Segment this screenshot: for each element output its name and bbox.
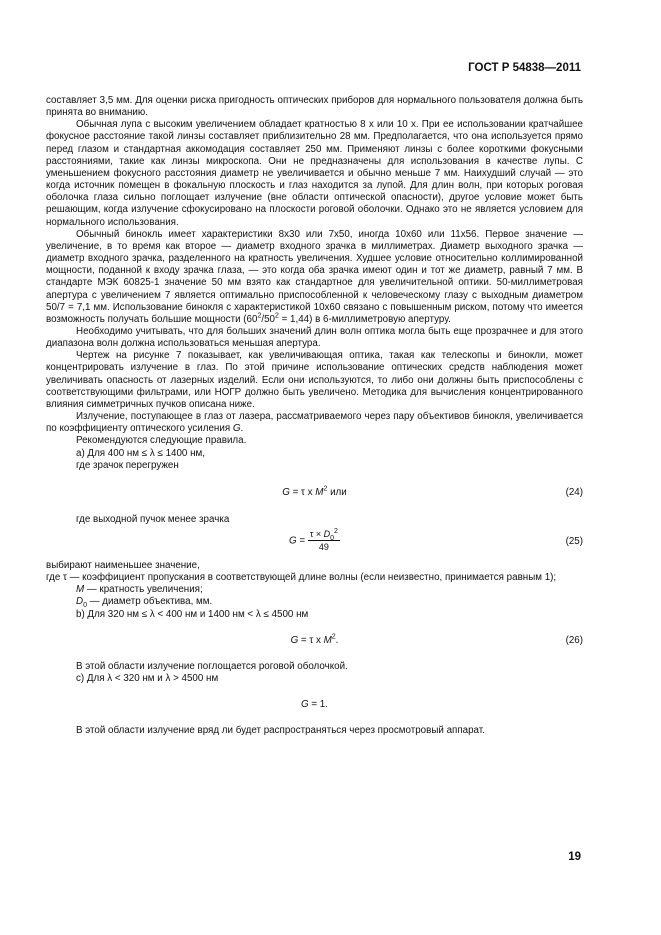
definition: M — кратность увеличения; — [76, 584, 203, 596]
equation-number: (24) — [565, 486, 583, 498]
paragraph: где выходной пучок менее зрачка — [76, 513, 230, 525]
equation-number: (26) — [565, 634, 583, 646]
paragraph: выбирают наименьшее значение, — [46, 560, 200, 571]
paragraph: В этой области излучение вряд ли будет распространяться через просмотровый аппарат. — [76, 725, 485, 737]
document-code-header: ГОСТ Р 54838—2011 — [468, 62, 581, 74]
equation-number: (25) — [565, 536, 583, 547]
paragraph: составляет 3,5 мм. Для оценки риска пригодность оптических приборов для нормального пользователя должна быть принята во вниманию. — [46, 95, 583, 119]
definition: $D_0$ — диаметр объектива, мм. — [76, 596, 213, 610]
page-number: 19 — [568, 851, 581, 863]
paragraph: Обычный бинокль имеет характеристики 8x30 или 7x50, иногда 10x60 или 11x56. Первое значение — увеличение, в то время как второе — диаметр входного зрачка в миллиметрах. Диаметр выходного зрачка — диаметр входного зрачка, разделенного на кратность увеличения. Худшее условие относительно коллимированной мощности, поданной к входу зрачка глаза, — это когда оба зрачка имеют один и тот же диаметр, равный 7 мм. В стандарте МЭК 60825-1 значение 50 мм взято как стандартное для увеличительной оптики. 50-миллиметровая апертура с увеличением 7 является оптимально приспособленной к человеческому глазу с выходным диаметром 50/7 = 7,1 мм. Использование бинокля с характеристикой 10x60 связано с повышенным риском, потому что имеется возможность получать большие мощности $(60^2/50^2 = 1,44)$ в 6-миллиметровую апертуру. — [46, 228, 583, 325]
paragraph: где зрачок перегружен — [76, 459, 179, 471]
equation-26: G = τ x $M^2$. (26) — [290, 633, 583, 646]
paragraph: Необходимо учитывать, что для больших значений длин волн оптика могла быть еще прозрачнее и для этого диапазона волн должна использоваться меньшая апертура. — [46, 325, 583, 350]
equation-25: G = $\frac{\tau \times D_0^2}{49}$ (25) — [289, 528, 583, 553]
paragraph: где τ — коэффициент пропускания в соответствующей длине волны (если неизвестно, принимается равным 1); — [46, 572, 557, 584]
body-text — [46, 95, 583, 737]
paragraph: В этой области излучение поглощается роговой оболочкой. — [76, 660, 348, 672]
paragraph: Излучение, поступающее в глаз от лазера, рассматриваемого через пару объективов бинокля, увеличивается по коэффициенту оптического усиления G. — [46, 411, 583, 435]
rule-b-label: b) Для 320 нм ≤ λ < 400 нм и 1400 нм < λ ≤ 4500 нм — [76, 608, 309, 620]
equation-27: G = 1. — [301, 699, 328, 711]
paragraph: Обычная лупа с высоким увеличением обладает кратностью 8 х или 10 х. При ее использовании кратчайшее фокусное расстояние такой линзы составляет приблизительно 28 мм. Предполагается, что она используется прямо перед глазом и стандартная аккомодация составляет 250 мм. Применяют линзы с более короткими фокусными расстояниями, такие как линзы микроскопа. Они не предназначены для использования в качестве лупы. С уменьшением фокусного расстояния диаметр не увеличивается и обычно меньше 7 мм. Наихудший случай — это когда источник помещен в фокальную плоскость и глаз находится за лупой. Для длин волн, при которых роговая оболочка глаза сильно поглощает излучение (вне области оптической опасности), другое условие может быть решающим, когда излучение сфокусировано на плоскости роговой оболочки. Однако это не является условием для нормального использования. — [46, 119, 583, 228]
paragraph: Рекомендуются следующие правила. — [76, 435, 247, 447]
paragraph: Чертеж на рисунке 7 показывает, как увеличивающая оптика, такая как телескопы и бинокли, может концентрировать излучение в глаз. По этой причине использование оптических средств наблюдения может увеличивать опасность от лазерных изделий. Если они используются, то либо они должны быть приспособлены с соответствующими фильтрами, или НОГР должно быть увеличено. Методика для вычисления концентрированного влияния симметричных пучков описана ниже. — [46, 350, 583, 410]
rule-a-label: а) Для 400 нм ≤ λ ≤ 1400 нм, — [76, 447, 205, 459]
equation-24: G = τ x $M^2$ или (24) — [282, 485, 583, 498]
rule-c-label: с) Для λ < 320 нм и λ > 4500 нм — [76, 672, 219, 684]
